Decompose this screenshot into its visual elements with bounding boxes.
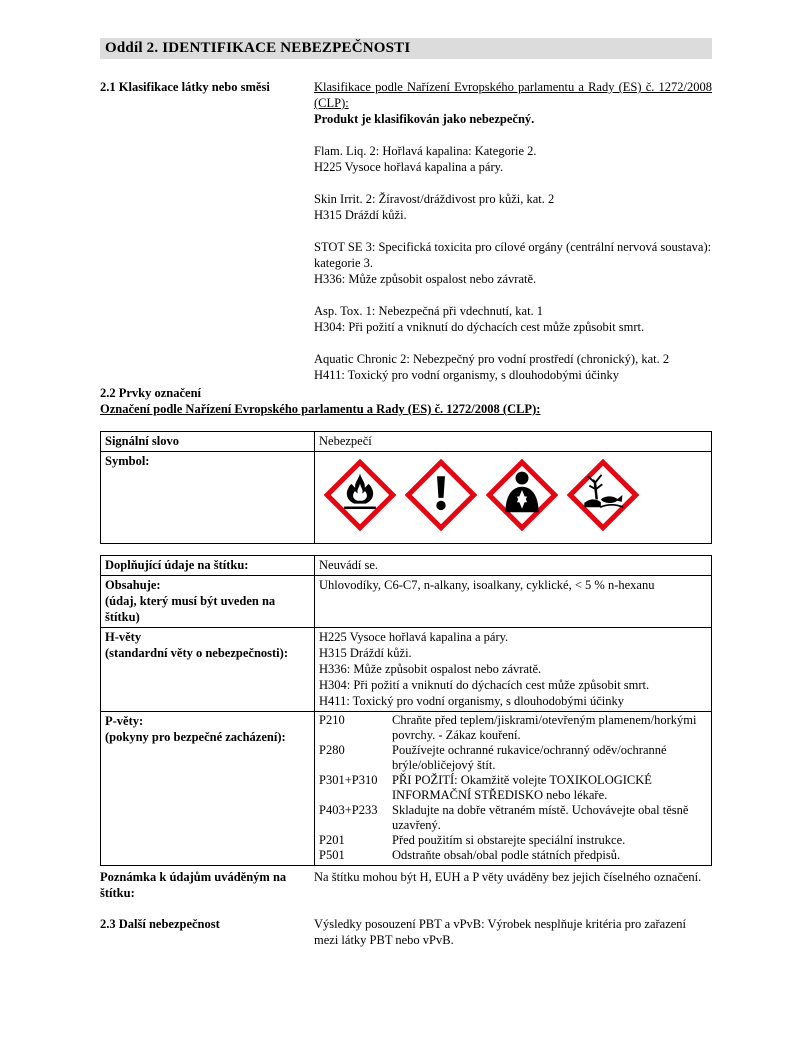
label-note-row bbox=[100, 869, 712, 901]
s21-label: 2.1 Klasifikace látky nebo směsi bbox=[100, 80, 270, 94]
pictogram-row bbox=[319, 453, 707, 541]
label-note-label: Poznámka k údajům uváděným na štítku: bbox=[100, 870, 287, 900]
ghs09-environment-pictogram-icon bbox=[567, 459, 639, 531]
s22-label: 2.2 Prvky označení bbox=[100, 386, 202, 400]
p-code: P280 bbox=[319, 743, 345, 757]
hazard-statement: H315 Dráždí kůži. bbox=[314, 208, 407, 222]
section-2-content bbox=[100, 38, 712, 948]
signal-word-label: Signální slovo bbox=[101, 432, 315, 452]
ghs02-flame-pictogram-icon bbox=[324, 459, 396, 531]
p-statement bbox=[319, 773, 707, 803]
p-text: Odstraňte obsah/obal podle státních předpisů. bbox=[392, 848, 621, 862]
classification-category: Skin Irrit. 2: Žíravost/dráždivost pro kůži, kat. 2 bbox=[314, 192, 555, 206]
s23-label: 2.3 Další nebezpečnost bbox=[100, 917, 220, 931]
classification-entry bbox=[314, 143, 712, 175]
p-statements-row bbox=[101, 712, 712, 866]
classification-entry bbox=[314, 351, 712, 383]
p-code: P301+P310 bbox=[319, 773, 378, 787]
section-2-1 bbox=[100, 79, 712, 383]
classification-entry bbox=[314, 191, 712, 223]
h-statement: H304: Při požití a vniknutí do dýchacích cest může způsobit smrt. bbox=[319, 678, 650, 692]
ghs07-exclamation-mark-pictogram-icon bbox=[405, 459, 477, 531]
h-statements-row bbox=[101, 628, 712, 712]
p-text: Před použitím si obstarejte speciální instrukce. bbox=[392, 833, 626, 847]
s21-regulation-heading: Klasifikace podle Nařízení Evropského parlamentu a Rady (ES) č. 1272/2008 (CLP): bbox=[314, 80, 712, 110]
label-elements-table bbox=[100, 555, 712, 866]
section-header-bar: Oddíl 2. IDENTIFIKACE NEBEZPEČNOSTI bbox=[100, 38, 712, 59]
p-statement bbox=[319, 833, 707, 848]
hazard-statement: H411: Toxický pro vodní organismy, s dlouhodobými účinky bbox=[314, 368, 620, 382]
p-code: P201 bbox=[319, 833, 345, 847]
supplemental-value: Neuvádí se. bbox=[315, 556, 712, 576]
contains-value: Uhlovodíky, C6-C7, n-alkany, isoalkany, cyklické, < 5 % n-hexanu bbox=[315, 576, 712, 628]
s23-text: Výsledky posouzení PBT a vPvB: Výrobek nesplňuje kritéria pro zařazení mezi látky PBT nebo vPvB. bbox=[314, 917, 687, 947]
p-text: Používejte ochranné rukavice/ochranný oděv/ochranné brýle/obličejový štít. bbox=[392, 743, 667, 772]
signal-word-row bbox=[101, 432, 712, 452]
classification-category: STOT SE 3: Specifická toxicita pro cílové orgány (centrální nervová soustava): kategorie 3. bbox=[314, 240, 712, 270]
classification-category: Flam. Liq. 2: Hořlavá kapalina: Kategorie 2. bbox=[314, 144, 537, 158]
contains-label: Obsahuje: bbox=[105, 578, 161, 592]
h-statement: H336: Může způsobit ospalost nebo závratě. bbox=[319, 662, 542, 676]
h-statements-label: H-věty bbox=[105, 630, 142, 644]
s21-classified-statement: Produkt je klasifikován jako nebezpečný. bbox=[314, 112, 535, 126]
p-code: P210 bbox=[319, 713, 345, 727]
supplemental-label: Doplňující údaje na štítku: bbox=[101, 556, 315, 576]
p-text: Chraňte před teplem/jiskrami/otevřeným plamenem/horkými povrchy. - Zákaz kouření. bbox=[392, 713, 697, 742]
h-statement: H225 Vysoce hořlavá kapalina a páry. bbox=[319, 630, 509, 644]
supplemental-info-row bbox=[101, 556, 712, 576]
p-code: P403+P233 bbox=[319, 803, 378, 817]
classification-category: Aquatic Chronic 2: Nebezpečný pro vodní prostředí (chronický), kat. 2 bbox=[314, 352, 670, 366]
h-statement: H411: Toxický pro vodní organismy, s dlouhodobými účinky bbox=[319, 694, 625, 708]
hazard-statement: H225 Vysoce hořlavá kapalina a páry. bbox=[314, 160, 504, 174]
hazard-statement: H336: Může způsobit ospalost nebo závratě. bbox=[314, 272, 537, 286]
h-statement: H315 Dráždí kůži. bbox=[319, 646, 412, 660]
s21-value bbox=[314, 79, 712, 383]
p-code: P501 bbox=[319, 848, 345, 862]
section-2-3 bbox=[100, 916, 712, 948]
label-note-text: Na štítku mohou být H, EUH a P věty uváděny bez jejich číselného označení. bbox=[314, 870, 702, 884]
p-statement bbox=[319, 713, 707, 743]
signal-word-value: Nebezpečí bbox=[315, 432, 712, 452]
h-statements-sublabel: (standardní věty o nebezpečnosti): bbox=[105, 646, 288, 660]
hazard-statement: H304: Při požití a vniknutí do dýchacích cest může způsobit smrt. bbox=[314, 320, 645, 334]
p-statements-label: P-věty: bbox=[105, 714, 144, 728]
p-text: Skladujte na dobře větraném místě. Uchovávejte obal těsně uzavřený. bbox=[392, 803, 689, 832]
signal-word-table bbox=[100, 431, 712, 544]
symbol-label: Symbol: bbox=[101, 452, 315, 544]
p-text: PŘI POŽITÍ: Okamžitě volejte TOXIKOLOGICKÉ INFORMAČNÍ STŘEDISKO nebo lékaře. bbox=[392, 773, 652, 802]
symbol-row bbox=[101, 452, 712, 544]
contains-row bbox=[101, 576, 712, 628]
p-statement bbox=[319, 803, 707, 833]
classification-entry bbox=[314, 239, 712, 287]
p-statements-sublabel: (pokyny pro bezpečné zacházení): bbox=[105, 730, 286, 744]
p-statement bbox=[319, 848, 707, 863]
contains-sublabel: (údaj, který musí být uveden na štítku) bbox=[105, 594, 276, 624]
ghs08-health-hazard-pictogram-icon bbox=[486, 459, 558, 531]
classification-entry bbox=[314, 303, 712, 335]
p-statement bbox=[319, 743, 707, 773]
s22-subheading: Označení podle Nařízení Evropského parlamentu a Rady (ES) č. 1272/2008 (CLP): bbox=[100, 402, 541, 416]
classification-category: Asp. Tox. 1: Nebezpečná při vdechnutí, kat. 1 bbox=[314, 304, 544, 318]
